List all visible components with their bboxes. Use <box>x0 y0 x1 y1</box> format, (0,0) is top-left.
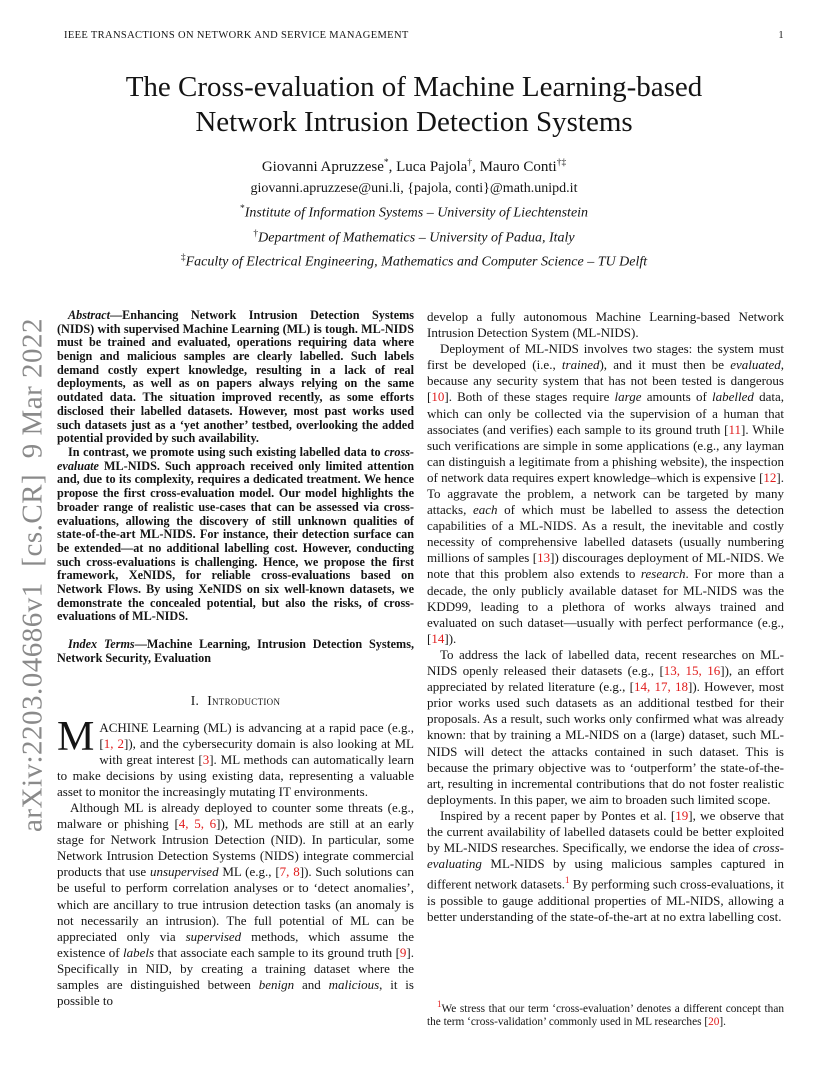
affiliation-line <box>0 199 828 224</box>
citation-number[interactable]: 14, 17, 18 <box>634 679 688 695</box>
citation-number[interactable]: 7, 8 <box>279 864 300 880</box>
footnote-marker-link[interactable]: 1 <box>565 875 570 886</box>
running-header <box>64 30 784 41</box>
affiliation-marker: * <box>383 158 389 168</box>
citation-number[interactable]: 10 <box>431 389 445 405</box>
emphasis-text: labelled <box>712 389 754 405</box>
emphasis-text: trained <box>561 357 600 373</box>
affiliation-marker: * <box>239 204 245 214</box>
emphasis-text: Department of Mathematics – University of Padua, Italy <box>258 230 575 246</box>
emphasis-text: cross-evaluating <box>427 840 784 872</box>
body-paragraph: MACHINE Learning (ML) is advancing at a rapid pace (e.g., [1, 2]), and the cybersecurity domain is also looking at ML with great interest [3]. ML methods can automatically learn to make decisions by using existing data, representing a valuable asset to monitor the increasingly mutating IT environments. <box>57 713 414 799</box>
citation-number[interactable]: 9 <box>399 944 407 960</box>
body-paragraph: To address the lack of labelled data, recent researches on ML-NIDS openly released their datasets (e.g., [13, 15, 16]), an effort appreciated by related literature (e.g., [14, 17, 18]). However, most prior works used such datasets as an additional testbed for their proposals. As a result, such works only confirmed what was already known: that by training a ML-NIDS on a (large) dataset, such ML-NIDS will detect the attacks contained in such dataset. This is because the primary objective was to ‘outperform’ the state-of-the-art, resulting in incremental contributions that do not foster realistic deployments. In this paper, we aim to broaden such limited scope. <box>427 646 784 807</box>
section-number: I. <box>190 692 200 708</box>
arxiv-watermark: arXiv:2203.04686v1 [cs.CR] 9 Mar 2022 <box>16 317 49 833</box>
affiliation-marker: †‡ <box>556 158 567 168</box>
body-paragraph: Although ML is already deployed to counter some threats (e.g., malware or phishing [4, 5, 6]), ML methods are still at an early stage for Network Intrusion Detection (NID). In particular, some Network Intrusion Detection Systems (NIDS) integrate commercial products that use unsupervised ML (e.g., [7, 8]). Such solutions can be useful to perform correlation analyses or to ‘detect anomalies’, which are ancillary to true intrusion detection tasks (an anomaly is not necessarily an intrusion). The full potential of ML can be appreciated only via supervised methods, which assume the existence of labels that associate each sample to its ground truth [9]. Specifically in NID, by creating a training dataset where the samples are distinguished between benign and malicious, it is possible to <box>57 800 414 1009</box>
two-column-body <box>57 309 784 1030</box>
emphasis-text: large <box>614 389 642 405</box>
section-title: Introduction <box>207 692 281 708</box>
author-emails: giovanni.apruzzese@uni.li, {pajola, conti}@math.unipd.it <box>250 181 578 196</box>
citation-link[interactable]: [9] <box>395 944 411 960</box>
footnote-paragraph: $^1$We stress that our term ‘cross-evaluation’ denotes a different concept than the term ‘cross-validation’ commonly used in ML researches [20]. <box>427 999 784 1029</box>
citation-link[interactable]: [3] <box>198 751 214 767</box>
citation-link[interactable]: [19] <box>670 807 693 823</box>
citation-number[interactable]: 1, 2 <box>103 735 124 751</box>
citation-link[interactable]: [14, 17, 18] <box>629 679 693 695</box>
citation-number[interactable]: 11 <box>728 421 742 437</box>
citation-number[interactable]: 13, 15, 16 <box>663 663 721 679</box>
emphasis-text: unsupervised <box>149 864 219 880</box>
section-heading-introduction <box>57 693 414 709</box>
affiliation-line <box>0 224 828 249</box>
emphasis-text: benign <box>258 977 295 993</box>
index-terms-paragraph: Index Terms—Machine Learning, Intrusion Detection Systems, Network Security, Evaluation <box>57 637 414 665</box>
drop-cap: M <box>57 713 95 760</box>
citation-link[interactable]: [14] <box>427 630 449 646</box>
page-number: 1 <box>778 30 784 41</box>
emphasis-text: each <box>472 502 498 518</box>
citation-number[interactable]: 14 <box>431 630 445 646</box>
affiliation-marker: † <box>253 228 259 239</box>
right-column <box>427 309 784 1030</box>
body-paragraph: Inspired by a recent paper by Pontes et al. [19], we observe that the current availability of labelled datasets could be better exploited by ML-NIDS researches. Specifically, we endorse the idea of cross-evaluating ML-NIDS by using malicious samples captured in different network datasets.$^1$ By performing such cross-evaluations, it is possible to gauge additional properties of ML-NIDS, allowing a better understanding of the state-of-the-art at no extra labelling cost. <box>427 807 784 924</box>
author-names: Giovanni Apruzzese*, Luca Pajola†, Mauro Conti†‡ <box>261 158 567 175</box>
citation-link[interactable]: [1, 2] <box>99 735 129 751</box>
citation-number[interactable]: 19 <box>675 807 689 823</box>
author-block <box>0 153 828 273</box>
citation-link[interactable]: [12] <box>759 469 781 485</box>
abstract-paragraph: Abstract—Enhancing Network Intrusion Detection Systems (NIDS) with supervised Machine Learning (ML) is tough. ML-NIDS must be trained and evaluated, operations requiring data where benign and malicious samples are clearly labelled. Such labels demand costly expert knowledge, resulting in a lack of real deployments, as well as on papers always relying on the same outdated data. The situation improved recently, as some efforts disclosed their labelled datasets. However, most past works used such datasets just as a ‘yet another’ testbed, overlooking the added potential provided by such availability. <box>57 308 414 446</box>
emphasis-text: Faculty of Electrical Engineering, Mathematics and Computer Science – TU Delft <box>185 254 648 270</box>
citation-number[interactable]: 20 <box>708 1016 720 1029</box>
paragraph-lead-label: Index Terms <box>68 637 135 652</box>
title-line-1: The Cross-evaluation of Machine Learning-based <box>125 71 703 103</box>
citation-link[interactable]: [7, 8] <box>275 864 305 880</box>
body-paragraph: Deployment of ML-NIDS involves two stages: the system must first be developed (i.e., trained), and it must then be evaluated, because any security system that has not been tested is dangerous [10]. Both of these stages require large amounts of labelled data, which can only be collected via the supervision of a human that associates (and verifies) each sample to its ground truth [11]. While such verifications are simple in some applications (e.g., any layman can distinguish a legitimate from a phishing website), the inspection of network data requires expert knowledge–which is expensive [12]. To aggravate the problem, a network can be targeted by many attacks, each of which must be labelled to assess the detection capabilities of a ML-NIDS. As a result, the inevitable and costly necessity of comprehensive labelled datasets (usually numbering millions of samples [13]) discourages deployment of ML-NIDS. We note that this problem also extends to research. For more than a decade, the only publicly available dataset for ML-NIDS was the KDD99, leading to a plethora of works always trained and evaluated on such dataset—usually with perfect performance (e.g., [14]). <box>427 341 784 646</box>
footnote-marker-link[interactable]: 1 <box>437 999 442 1010</box>
citation-number[interactable]: 12 <box>763 469 777 485</box>
emphasis-text: evaluated <box>730 357 781 373</box>
citation-link[interactable]: [11] <box>724 421 746 437</box>
paper-title <box>0 70 828 140</box>
emphasis-text: labels <box>123 944 155 960</box>
citation-link[interactable]: [13, 15, 16] <box>659 663 725 679</box>
emphasis-text: supervised <box>185 928 242 944</box>
citation-link[interactable]: [13] <box>532 550 555 566</box>
left-column <box>57 309 414 1030</box>
citation-number[interactable]: 13 <box>537 550 551 566</box>
emphasis-text: cross-evaluate <box>57 445 414 473</box>
emphasis-text: research <box>640 566 686 582</box>
emphasis-text: Institute of Information Systems – University of Liechtenstein <box>244 205 589 221</box>
title-line-2: Network Intrusion Detection Systems <box>195 106 633 138</box>
affiliation-marker: † <box>467 158 473 168</box>
abstract-paragraph: In contrast, we promote using such existing labelled data to cross-evaluate ML-NIDS. Such approach received only limited attention and, due to its complexity, requires a dedicated treatment. We hence propose the first cross-evaluation model. Our model highlights the broader range of realistic use-cases that can be assessed via cross-evaluations, allowing the discovery of still unknown qualities of state-of-the-art ML-NIDS. For instance, their detection surface can be extended—at no additional labelling cost. However, conducting such cross-evaluations is challenging. Hence, we propose the first framework, XeNIDS, for reliable cross-evaluations based on Network Flows. By using XeNIDS on six well-known datasets, we demonstrate the concealed potential, but also the risks, of cross-evaluations of ML-NIDS. <box>57 445 414 624</box>
journal-name: IEEE TRANSACTIONS ON NETWORK AND SERVICE MANAGEMENT <box>64 30 409 41</box>
citation-link[interactable]: [4, 5, 6] <box>174 816 221 832</box>
footnote <box>427 998 784 1030</box>
citation-number[interactable]: 3 <box>202 751 210 767</box>
abstract-section <box>57 309 414 624</box>
citation-link[interactable]: [20] <box>704 1016 724 1029</box>
paragraph-lead-label: Abstract <box>68 308 110 322</box>
citation-number[interactable]: 4, 5, 6 <box>178 816 217 832</box>
index-terms-section <box>57 638 414 665</box>
affiliation-marker: ‡ <box>180 253 186 264</box>
body-paragraph: develop a fully autonomous Machine Learning-based Network Intrusion Detection System (ML-NIDS). <box>427 308 784 341</box>
citation-link[interactable]: [10] <box>427 389 449 405</box>
affiliation-line <box>0 248 828 273</box>
emphasis-text: malicious <box>328 977 380 993</box>
